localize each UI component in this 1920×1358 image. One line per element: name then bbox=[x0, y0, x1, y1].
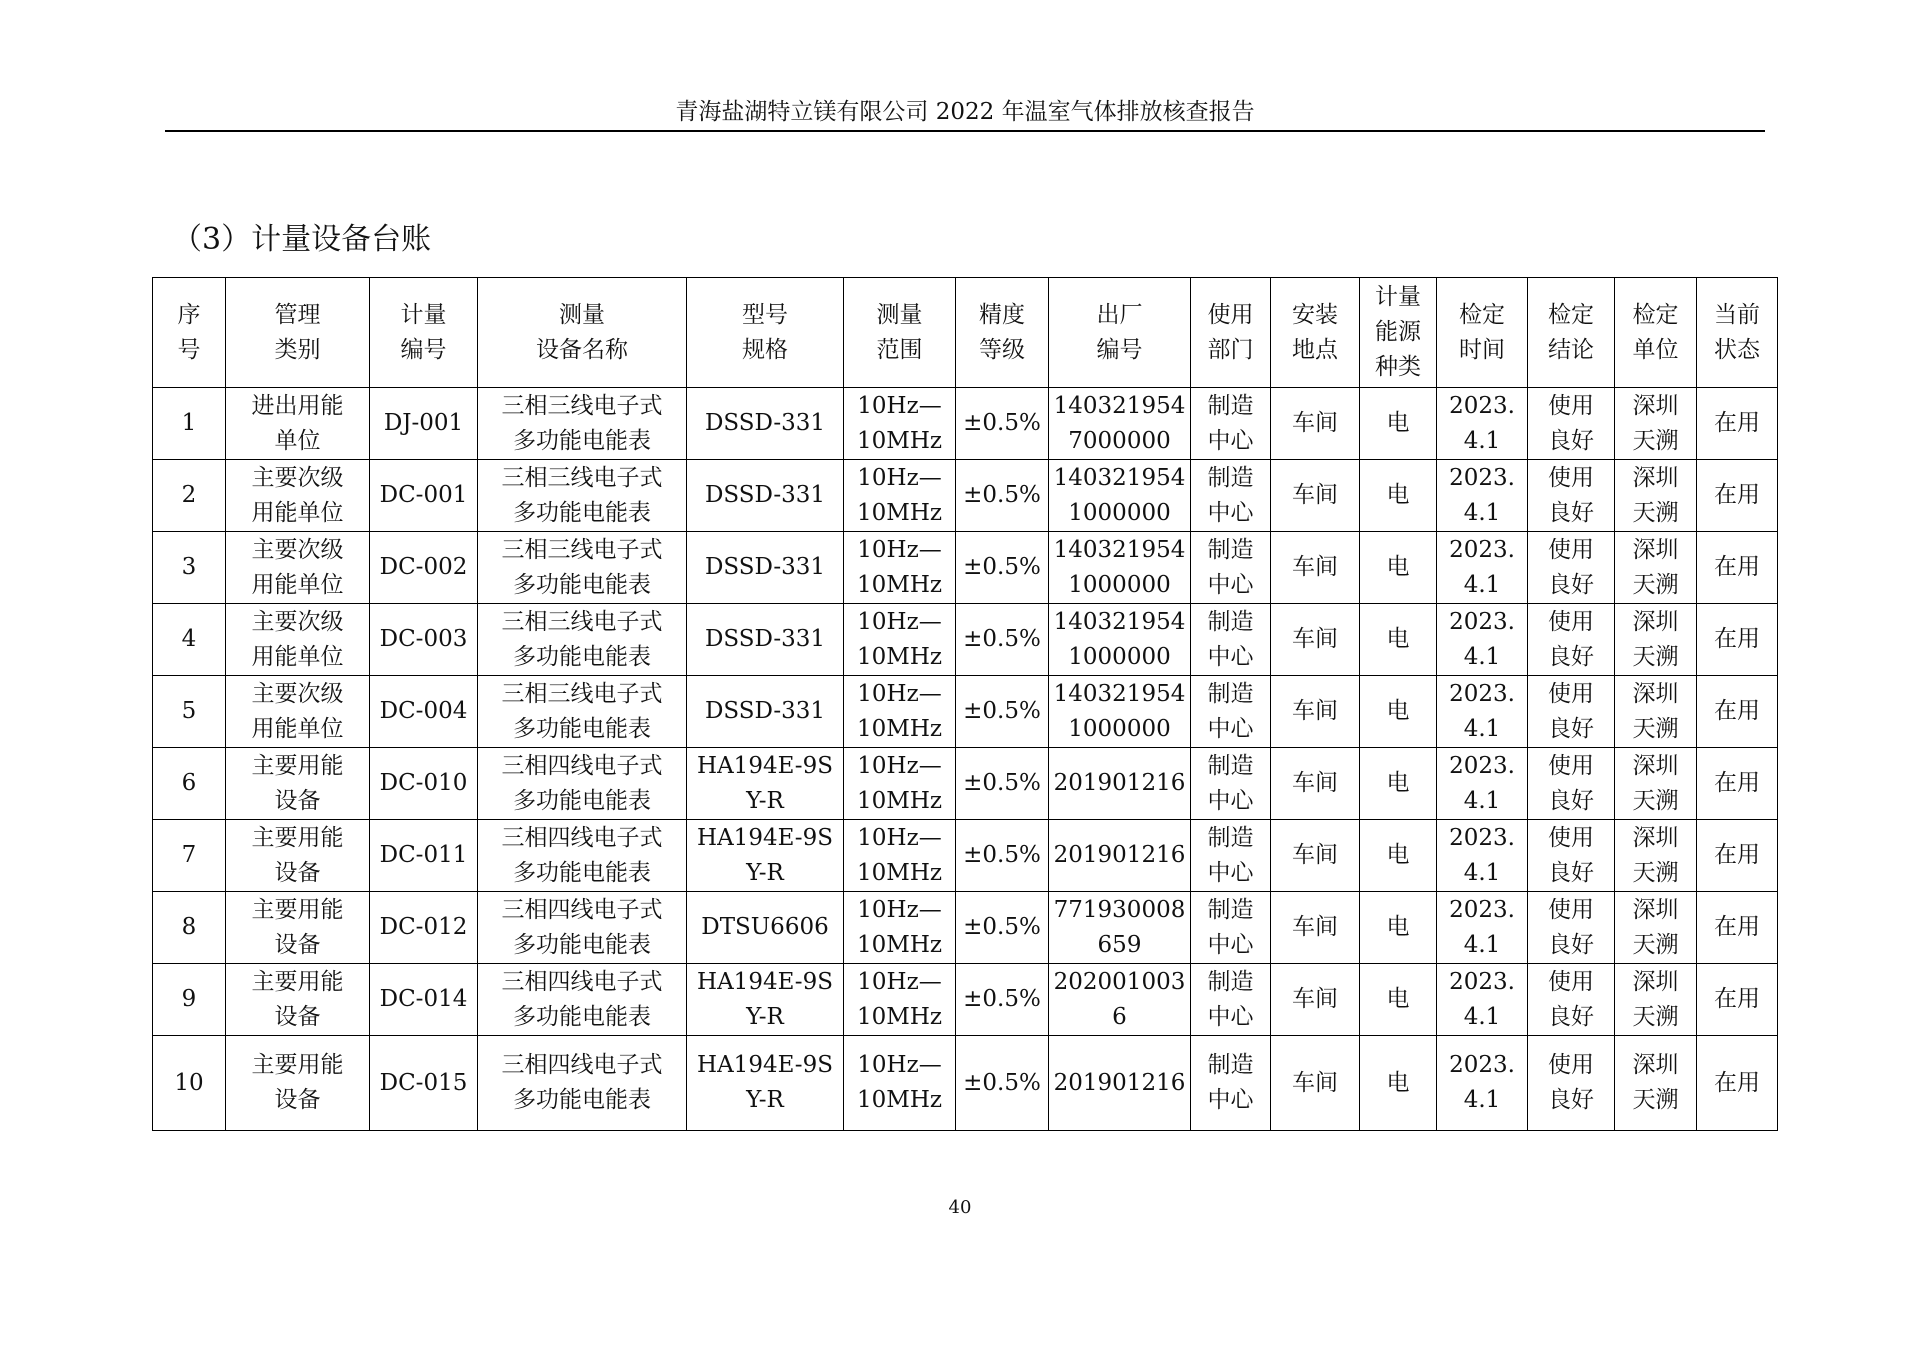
cell-factory-number: 202001003 6 bbox=[1049, 964, 1191, 1036]
cell-accuracy-class: ±0.5% bbox=[956, 532, 1049, 604]
cell-calibration-result: 使用 良好 bbox=[1528, 748, 1615, 820]
cell-factory-number: 201901216 bbox=[1049, 748, 1191, 820]
cell-serial-number: 9 bbox=[153, 964, 226, 1036]
cell-calibration-result: 使用 良好 bbox=[1528, 1036, 1615, 1131]
table-row bbox=[153, 748, 1778, 820]
cell-measurement-range: 10Hz— 10MHz bbox=[844, 676, 956, 748]
table-row bbox=[153, 820, 1778, 892]
cell-energy-type: 电 bbox=[1360, 820, 1437, 892]
cell-install-location: 车间 bbox=[1271, 892, 1360, 964]
cell-current-status: 在用 bbox=[1697, 964, 1778, 1036]
cell-serial-number: 5 bbox=[153, 676, 226, 748]
cell-calibration-result: 使用 良好 bbox=[1528, 604, 1615, 676]
cell-current-status: 在用 bbox=[1697, 1036, 1778, 1131]
cell-current-status: 在用 bbox=[1697, 460, 1778, 532]
table-row bbox=[153, 460, 1778, 532]
cell-meter-id: DC-004 bbox=[370, 676, 478, 748]
cell-user-department: 制造 中心 bbox=[1191, 964, 1271, 1036]
cell-meter-id: DJ-001 bbox=[370, 388, 478, 460]
cell-factory-number: 140321954 1000000 bbox=[1049, 604, 1191, 676]
cell-management-category: 主要用能 设备 bbox=[226, 820, 370, 892]
cell-calibration-result: 使用 良好 bbox=[1528, 388, 1615, 460]
section-title: （3）计量设备台账 bbox=[172, 222, 432, 257]
cell-energy-type: 电 bbox=[1360, 892, 1437, 964]
cell-calibration-result: 使用 良好 bbox=[1528, 532, 1615, 604]
cell-calibration-unit: 深圳 天溯 bbox=[1615, 676, 1697, 748]
cell-calibration-date: 2023. 4.1 bbox=[1437, 676, 1528, 748]
cell-management-category: 主要次级 用能单位 bbox=[226, 460, 370, 532]
table-row bbox=[153, 388, 1778, 460]
cell-install-location: 车间 bbox=[1271, 676, 1360, 748]
cell-model-spec: HA194E-9S Y-R bbox=[687, 820, 844, 892]
header-divider bbox=[165, 130, 1765, 132]
cell-energy-type: 电 bbox=[1360, 676, 1437, 748]
cell-user-department: 制造 中心 bbox=[1191, 604, 1271, 676]
cell-energy-type: 电 bbox=[1360, 748, 1437, 820]
header-serial-number: 序 号 bbox=[153, 278, 226, 388]
header-management-category: 管理 类别 bbox=[226, 278, 370, 388]
table-row bbox=[153, 604, 1778, 676]
header-factory-number: 出厂 编号 bbox=[1049, 278, 1191, 388]
cell-model-spec: DSSD-331 bbox=[687, 460, 844, 532]
cell-accuracy-class: ±0.5% bbox=[956, 388, 1049, 460]
cell-serial-number: 3 bbox=[153, 532, 226, 604]
cell-measurement-range: 10Hz— 10MHz bbox=[844, 604, 956, 676]
cell-install-location: 车间 bbox=[1271, 460, 1360, 532]
cell-calibration-unit: 深圳 天溯 bbox=[1615, 820, 1697, 892]
cell-serial-number: 1 bbox=[153, 388, 226, 460]
cell-meter-id: DC-010 bbox=[370, 748, 478, 820]
cell-meter-id: DC-002 bbox=[370, 532, 478, 604]
report-header-title: 青海盐湖特立镁有限公司 2022 年温室气体排放核查报告 bbox=[675, 99, 1255, 125]
cell-calibration-unit: 深圳 天溯 bbox=[1615, 388, 1697, 460]
header-model-spec: 型号 规格 bbox=[687, 278, 844, 388]
header-meter-id: 计量 编号 bbox=[370, 278, 478, 388]
cell-meter-id: DC-014 bbox=[370, 964, 478, 1036]
cell-measurement-range: 10Hz— 10MHz bbox=[844, 532, 956, 604]
cell-current-status: 在用 bbox=[1697, 604, 1778, 676]
cell-energy-type: 电 bbox=[1360, 964, 1437, 1036]
table-row bbox=[153, 892, 1778, 964]
cell-current-status: 在用 bbox=[1697, 820, 1778, 892]
table-row bbox=[153, 676, 1778, 748]
cell-current-status: 在用 bbox=[1697, 748, 1778, 820]
cell-serial-number: 7 bbox=[153, 820, 226, 892]
cell-calibration-result: 使用 良好 bbox=[1528, 964, 1615, 1036]
cell-calibration-unit: 深圳 天溯 bbox=[1615, 964, 1697, 1036]
cell-energy-type: 电 bbox=[1360, 604, 1437, 676]
cell-measurement-range: 10Hz— 10MHz bbox=[844, 892, 956, 964]
cell-energy-type: 电 bbox=[1360, 532, 1437, 604]
cell-device-name: 三相三线电子式 多功能电能表 bbox=[478, 460, 687, 532]
cell-calibration-date: 2023. 4.1 bbox=[1437, 964, 1528, 1036]
cell-management-category: 主要用能 设备 bbox=[226, 748, 370, 820]
cell-calibration-unit: 深圳 天溯 bbox=[1615, 748, 1697, 820]
cell-install-location: 车间 bbox=[1271, 964, 1360, 1036]
cell-serial-number: 10 bbox=[153, 1036, 226, 1131]
cell-measurement-range: 10Hz— 10MHz bbox=[844, 748, 956, 820]
cell-measurement-range: 10Hz— 10MHz bbox=[844, 964, 956, 1036]
cell-meter-id: DC-001 bbox=[370, 460, 478, 532]
cell-model-spec: HA194E-9S Y-R bbox=[687, 964, 844, 1036]
table-body bbox=[153, 388, 1778, 1131]
cell-accuracy-class: ±0.5% bbox=[956, 604, 1049, 676]
cell-device-name: 三相三线电子式 多功能电能表 bbox=[478, 388, 687, 460]
cell-calibration-unit: 深圳 天溯 bbox=[1615, 1036, 1697, 1131]
cell-user-department: 制造 中心 bbox=[1191, 460, 1271, 532]
header-accuracy-class: 精度 等级 bbox=[956, 278, 1049, 388]
cell-current-status: 在用 bbox=[1697, 892, 1778, 964]
cell-factory-number: 771930008 659 bbox=[1049, 892, 1191, 964]
cell-management-category: 主要用能 设备 bbox=[226, 892, 370, 964]
cell-factory-number: 140321954 1000000 bbox=[1049, 532, 1191, 604]
cell-serial-number: 8 bbox=[153, 892, 226, 964]
cell-management-category: 主要次级 用能单位 bbox=[226, 604, 370, 676]
cell-factory-number: 201901216 bbox=[1049, 820, 1191, 892]
cell-model-spec: HA194E-9S Y-R bbox=[687, 748, 844, 820]
cell-management-category: 主要次级 用能单位 bbox=[226, 532, 370, 604]
cell-management-category: 主要用能 设备 bbox=[226, 964, 370, 1036]
cell-user-department: 制造 中心 bbox=[1191, 892, 1271, 964]
cell-calibration-unit: 深圳 天溯 bbox=[1615, 892, 1697, 964]
cell-device-name: 三相三线电子式 多功能电能表 bbox=[478, 532, 687, 604]
cell-calibration-date: 2023. 4.1 bbox=[1437, 604, 1528, 676]
cell-accuracy-class: ±0.5% bbox=[956, 964, 1049, 1036]
header-install-location: 安装 地点 bbox=[1271, 278, 1360, 388]
cell-meter-id: DC-003 bbox=[370, 604, 478, 676]
cell-model-spec: DTSU6606 bbox=[687, 892, 844, 964]
table-row bbox=[153, 964, 1778, 1036]
cell-factory-number: 201901216 bbox=[1049, 1036, 1191, 1131]
cell-measurement-range: 10Hz— 10MHz bbox=[844, 388, 956, 460]
cell-calibration-date: 2023. 4.1 bbox=[1437, 1036, 1528, 1131]
cell-install-location: 车间 bbox=[1271, 748, 1360, 820]
page-number: 40 bbox=[948, 1197, 972, 1218]
cell-meter-id: DC-015 bbox=[370, 1036, 478, 1131]
cell-user-department: 制造 中心 bbox=[1191, 388, 1271, 460]
cell-calibration-date: 2023. 4.1 bbox=[1437, 892, 1528, 964]
header-measurement-range: 测量 范围 bbox=[844, 278, 956, 388]
header-current-status: 当前 状态 bbox=[1697, 278, 1778, 388]
cell-current-status: 在用 bbox=[1697, 532, 1778, 604]
cell-meter-id: DC-012 bbox=[370, 892, 478, 964]
cell-calibration-date: 2023. 4.1 bbox=[1437, 460, 1528, 532]
header-calibration-result: 检定 结论 bbox=[1528, 278, 1615, 388]
cell-measurement-range: 10Hz— 10MHz bbox=[844, 1036, 956, 1131]
cell-accuracy-class: ±0.5% bbox=[956, 748, 1049, 820]
cell-model-spec: DSSD-331 bbox=[687, 604, 844, 676]
cell-calibration-unit: 深圳 天溯 bbox=[1615, 604, 1697, 676]
cell-factory-number: 140321954 1000000 bbox=[1049, 676, 1191, 748]
header-calibration-unit: 检定 单位 bbox=[1615, 278, 1697, 388]
cell-model-spec: HA194E-9S Y-R bbox=[687, 1036, 844, 1131]
cell-accuracy-class: ±0.5% bbox=[956, 460, 1049, 532]
header-calibration-date: 检定 时间 bbox=[1437, 278, 1528, 388]
cell-accuracy-class: ±0.5% bbox=[956, 892, 1049, 964]
cell-user-department: 制造 中心 bbox=[1191, 820, 1271, 892]
header-energy-type: 计量 能源 种类 bbox=[1360, 278, 1437, 388]
cell-measurement-range: 10Hz— 10MHz bbox=[844, 460, 956, 532]
cell-current-status: 在用 bbox=[1697, 676, 1778, 748]
cell-device-name: 三相四线电子式 多功能电能表 bbox=[478, 820, 687, 892]
cell-calibration-unit: 深圳 天溯 bbox=[1615, 532, 1697, 604]
cell-device-name: 三相三线电子式 多功能电能表 bbox=[478, 676, 687, 748]
cell-serial-number: 6 bbox=[153, 748, 226, 820]
metering-equipment-ledger-table bbox=[152, 277, 1778, 1131]
header-user-department: 使用 部门 bbox=[1191, 278, 1271, 388]
cell-model-spec: DSSD-331 bbox=[687, 388, 844, 460]
cell-install-location: 车间 bbox=[1271, 1036, 1360, 1131]
cell-accuracy-class: ±0.5% bbox=[956, 820, 1049, 892]
cell-device-name: 三相四线电子式 多功能电能表 bbox=[478, 748, 687, 820]
cell-management-category: 主要用能 设备 bbox=[226, 1036, 370, 1131]
cell-energy-type: 电 bbox=[1360, 388, 1437, 460]
cell-user-department: 制造 中心 bbox=[1191, 1036, 1271, 1131]
cell-device-name: 三相四线电子式 多功能电能表 bbox=[478, 1036, 687, 1131]
table-header-row bbox=[153, 278, 1778, 388]
cell-install-location: 车间 bbox=[1271, 532, 1360, 604]
cell-install-location: 车间 bbox=[1271, 604, 1360, 676]
cell-factory-number: 140321954 7000000 bbox=[1049, 388, 1191, 460]
cell-user-department: 制造 中心 bbox=[1191, 532, 1271, 604]
cell-management-category: 进出用能 单位 bbox=[226, 388, 370, 460]
cell-calibration-date: 2023. 4.1 bbox=[1437, 532, 1528, 604]
cell-device-name: 三相四线电子式 多功能电能表 bbox=[478, 892, 687, 964]
cell-calibration-result: 使用 良好 bbox=[1528, 820, 1615, 892]
cell-accuracy-class: ±0.5% bbox=[956, 1036, 1049, 1131]
cell-install-location: 车间 bbox=[1271, 820, 1360, 892]
cell-calibration-result: 使用 良好 bbox=[1528, 676, 1615, 748]
cell-accuracy-class: ±0.5% bbox=[956, 676, 1049, 748]
cell-calibration-date: 2023. 4.1 bbox=[1437, 820, 1528, 892]
header-device-name: 测量 设备名称 bbox=[478, 278, 687, 388]
cell-user-department: 制造 中心 bbox=[1191, 748, 1271, 820]
cell-user-department: 制造 中心 bbox=[1191, 676, 1271, 748]
cell-energy-type: 电 bbox=[1360, 1036, 1437, 1131]
cell-install-location: 车间 bbox=[1271, 388, 1360, 460]
cell-calibration-result: 使用 良好 bbox=[1528, 460, 1615, 532]
cell-meter-id: DC-011 bbox=[370, 820, 478, 892]
cell-model-spec: DSSD-331 bbox=[687, 532, 844, 604]
cell-model-spec: DSSD-331 bbox=[687, 676, 844, 748]
cell-calibration-result: 使用 良好 bbox=[1528, 892, 1615, 964]
cell-serial-number: 2 bbox=[153, 460, 226, 532]
cell-device-name: 三相三线电子式 多功能电能表 bbox=[478, 604, 687, 676]
cell-energy-type: 电 bbox=[1360, 460, 1437, 532]
cell-measurement-range: 10Hz— 10MHz bbox=[844, 820, 956, 892]
cell-device-name: 三相四线电子式 多功能电能表 bbox=[478, 964, 687, 1036]
cell-calibration-date: 2023. 4.1 bbox=[1437, 748, 1528, 820]
cell-serial-number: 4 bbox=[153, 604, 226, 676]
cell-current-status: 在用 bbox=[1697, 388, 1778, 460]
cell-factory-number: 140321954 1000000 bbox=[1049, 460, 1191, 532]
table-row bbox=[153, 1036, 1778, 1131]
cell-calibration-unit: 深圳 天溯 bbox=[1615, 460, 1697, 532]
table-row bbox=[153, 532, 1778, 604]
cell-management-category: 主要次级 用能单位 bbox=[226, 676, 370, 748]
cell-calibration-date: 2023. 4.1 bbox=[1437, 388, 1528, 460]
